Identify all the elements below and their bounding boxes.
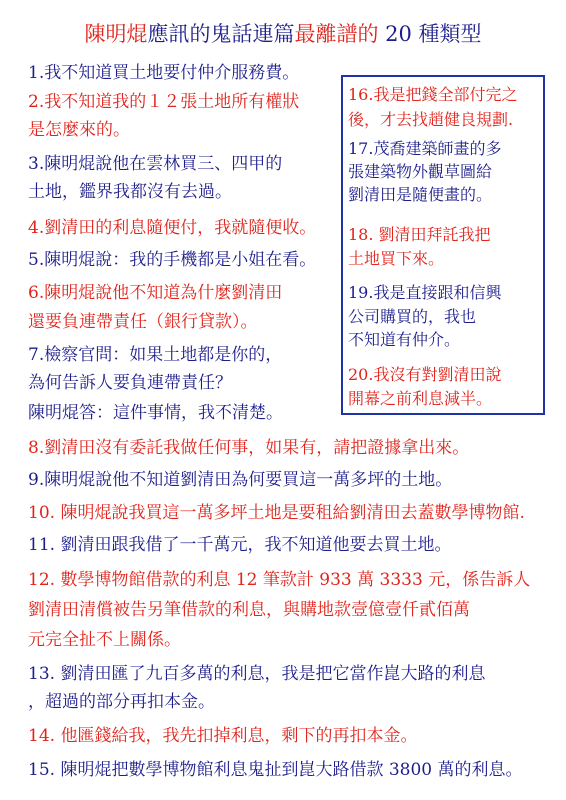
box-claim-19-line-1: 19.我是直接跟和信興 bbox=[348, 283, 502, 302]
box-claim-19-line-3: 不知道有仲介。 bbox=[348, 330, 461, 349]
box-claim-17-line-2: 張建築物外觀草圖給 bbox=[348, 162, 493, 181]
box-claim-17-line-3: 劉清田是隨便畫的。 bbox=[348, 185, 493, 204]
claim-9-line-1: 9.陳明焜說他不知道劉清田為何要買這一萬多坪的土地。 bbox=[28, 470, 453, 490]
claim-6-line-1: 6.陳明焜說他不知道為什麼劉清田 bbox=[28, 283, 283, 303]
claim-12-line-2: 劉清田清償被告另筆借款的利息，與購地款壹億壹仟貳佰萬 bbox=[28, 600, 470, 620]
claim-14-line-1: 14. 他匯錢給我，我先扣掉利息，剩下的再扣本金。 bbox=[28, 726, 418, 746]
box-claim-18-line-1: 18. 劉清田拜託我把 bbox=[348, 225, 491, 244]
claim-3-line-2: 土地，鑑界我都沒有去過。 bbox=[28, 182, 232, 202]
title-name: 陳明焜 bbox=[84, 22, 148, 46]
claim-12-line-1: 12. 數學博物館借款的利息 12 筆款計 933 萬 3333 元，係告訴人 bbox=[28, 570, 531, 590]
title-emphasis: 最離譜的 bbox=[294, 22, 379, 46]
claims-box bbox=[341, 75, 545, 415]
box-claim-18-line-2: 土地買下來。 bbox=[348, 249, 445, 268]
box-claim-17-line-1: 17.茂喬建築師畫的多 bbox=[348, 139, 502, 158]
claim-11-line-1: 11. 劉清田跟我借了一千萬元，我不知道他要去買土地。 bbox=[28, 535, 452, 555]
page-title bbox=[0, 18, 566, 48]
claim-7-line-2: 為何告訴人要負連帶責任？ bbox=[28, 373, 232, 393]
claim-10-line-1: 10. 陳明焜說我買這一萬多坪土地是要租給劉清田去蓋數學博物館. bbox=[28, 503, 525, 523]
claim-5-line-1: 5.陳明焜說：我的手機都是小姐在看。 bbox=[28, 250, 317, 270]
claim-7-line-1: 7.檢察官問：如果土地都是你的， bbox=[28, 345, 283, 365]
box-claim-20-line-1: 20.我沒有對劉清田說 bbox=[348, 365, 502, 384]
claim-1-line-1: 1.我不知道買土地要付仲介服務費。 bbox=[28, 63, 300, 83]
title-middle: 應訊的鬼話連篇 bbox=[147, 22, 295, 46]
claim-12-line-3: 元完全扯不上關係。 bbox=[28, 630, 181, 650]
box-claim-19-line-2: 公司購買的，我也 bbox=[348, 307, 477, 326]
box-claim-20-line-2: 開幕之前利息減半。 bbox=[348, 389, 493, 408]
claim-15-line-1: 15. 陳明焜把數學博物館利息鬼扯到崑大路借款 3800 萬的利息。 bbox=[28, 760, 523, 780]
claim-3-line-1: 3.陳明焜說他在雲林買三、四甲的 bbox=[28, 154, 283, 174]
box-claim-16-line-1: 16.我是把錢全部付完之 bbox=[348, 85, 518, 104]
claim-8-line-1: 8.劉清田沒有委託我做任何事，如果有，請把證據拿出來。 bbox=[28, 438, 470, 458]
claim-2-line-1: 2.我不知道我的１２張土地所有權狀 bbox=[28, 92, 300, 112]
claim-4-line-1: 4.劉清田的利息隨便付，我就隨便收。 bbox=[28, 218, 317, 238]
title-count: 20 種類型 bbox=[378, 22, 482, 46]
claim-13-line-1: 13. 劉清田匯了九百多萬的利息，我是把它當作崑大路的利息 bbox=[28, 664, 486, 684]
claim-6-line-2: 還要負連帶責任（銀行貸款）。 bbox=[28, 312, 258, 332]
box-claim-16-line-2: 後，才去找趙健良規劃. bbox=[348, 110, 514, 129]
claim-7-line-3: 陳明焜答：這件事情，我不清楚。 bbox=[28, 403, 283, 423]
claim-13-line-2: ，超過的部分再扣本金。 bbox=[28, 692, 215, 712]
claim-2-line-2: 是怎麼來的。 bbox=[28, 120, 130, 140]
